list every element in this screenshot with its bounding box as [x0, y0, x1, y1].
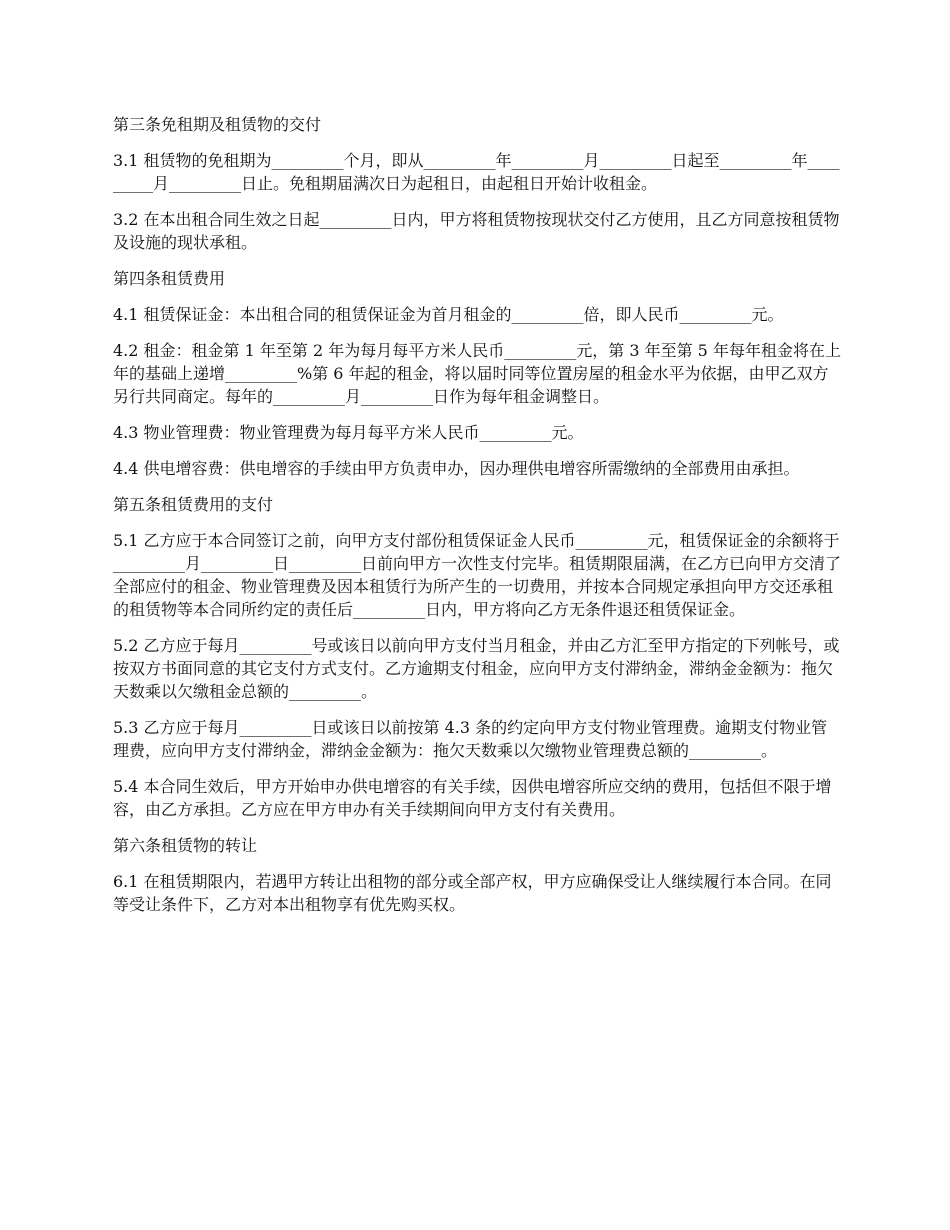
section-heading-6: 第六条租赁物的转让 — [113, 836, 258, 855]
clause-6-1: 6.1 在租赁期限内，若遇甲方转让出租物的部分或全部产权，甲方应确保受让人继续履行本合同。在同等受让条件下，乙方对本出租物享有优先购买权。 — [113, 872, 832, 914]
clause-3-2: 3.2 在本出租合同生效之日起_________日内，甲方将租赁物按现状交付乙方使用，且乙方同意按租赁物及设施的现状承租。 — [113, 210, 840, 252]
clause-4-4: 4.4 供电增容费：供电增容的手续由甲方负责申办，因办理供电增容所需缴纳的全部费用由承担。 — [113, 459, 800, 478]
clause-4-3: 4.3 物业管理费：物业管理费为每月每平方米人民币_________元。 — [113, 423, 584, 442]
section-heading-4: 第四条租赁费用 — [113, 269, 226, 288]
clause-5-4: 5.4 本合同生效后，甲方开始申办供电增容的有关手续，因供电增容所应交纳的费用，包括但不限于增容，由乙方承担。乙方应在甲方申办有关手续期间向甲方支付有关费用。 — [113, 777, 832, 819]
clause-5-2: 5.2 乙方应于每月_________号或该日以前向甲方支付当月租金，并由乙方汇至甲方指定的下列帐号，或按双方书面同意的其它支付方式支付。乙方逾期支付租金，应向甲方支付滞纳金，滞纳金金额为：拖欠天数乘以欠缴租金总额的_________。 — [113, 636, 840, 701]
clause-3-1: 3.1 租赁物的免租期为_________个月，即从_________年_________月_________日起至_________年_________月_________日止。免租期届满次日为起租日，由起租日开始计收租金。 — [113, 151, 840, 193]
section-heading-5: 第五条租赁费用的支付 — [113, 495, 274, 514]
clause-4-2: 4.2 租金：租金第 1 年至第 2 年为每月每平方米人民币_________元，第 3 年至第 5 年每年租金将在上年的基础上递增_________%第 6 年起的租金，将以届时同等位置房屋的租金水平为依据，由甲乙双方另行共同商定。每年的_________月_________日作为每年租金调整日。 — [113, 341, 841, 406]
section-heading-3: 第三条免租期及租赁物的交付 — [113, 115, 322, 134]
clause-5-1: 5.1 乙方应于本合同签订之前，向甲方支付部份租赁保证金人民币_________元，租赁保证金的余额将于_________月_________日_________日前向甲方一次性支付完毕。租赁期限届满，在乙方已向甲方交清了全部应付的租金、物业管理费及因本租赁行为所产生的一切费用，并按本合同规定承担向甲方交还承租的租赁物等本合同所约定的责任后_________日内，甲方将向乙方无条件退还租赁保证金。 — [113, 531, 842, 619]
clause-4-1: 4.1 租赁保证金：本出租合同的租赁保证金为首月租金的_________倍，即人民币_________元。 — [113, 305, 784, 324]
document-page — [113, 113, 843, 929]
clause-5-3: 5.3 乙方应于每月_________日或该日以前按第 4.3 条的约定向甲方支付物业管理费。逾期支付物业管理费，应向甲方支付滞纳金，滞纳金金额为：拖欠天数乘以欠缴物业管理费总额的_________。 — [113, 718, 828, 760]
